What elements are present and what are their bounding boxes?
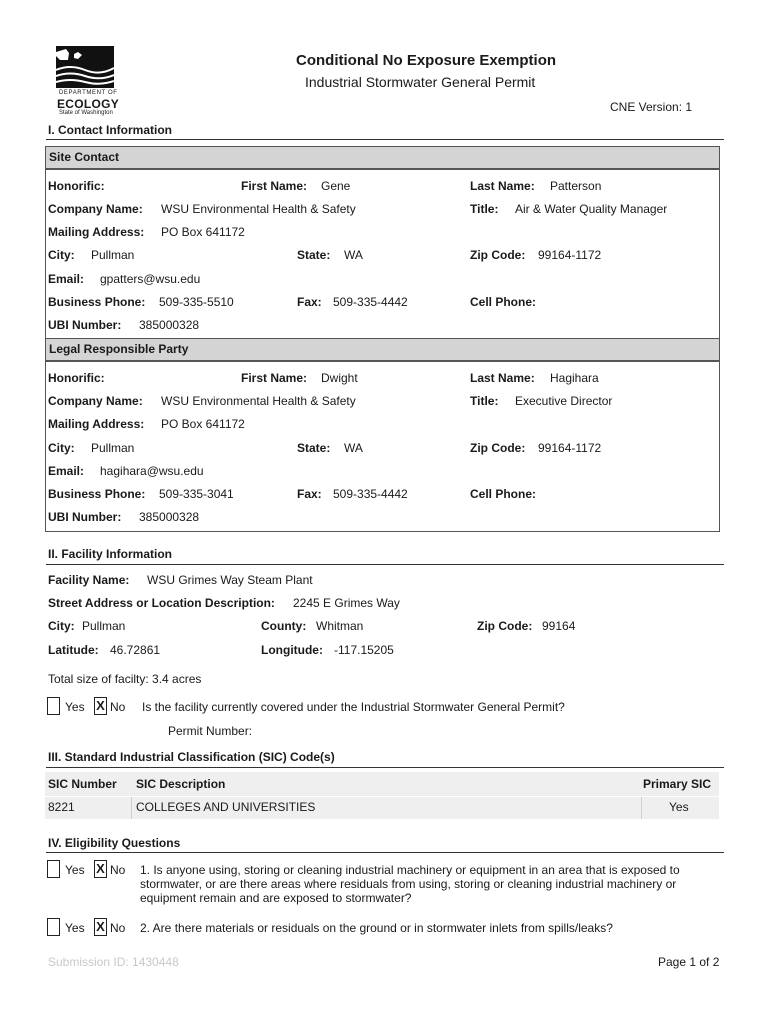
q1-no-checkbox[interactable]: X	[94, 860, 107, 878]
covered-yes-checkbox[interactable]	[47, 697, 60, 715]
page-subtitle: Industrial Stormwater General Permit	[305, 74, 536, 90]
section-eligibility-heading: IV. Eligibility Questions	[48, 836, 181, 850]
site-contact-box	[45, 168, 720, 340]
legal-first-name-label: First Name:	[241, 371, 308, 385]
submission-id: Submission ID: 1430448	[48, 955, 179, 969]
covered-no-label: No	[110, 700, 126, 714]
site-city: Pullman	[91, 248, 135, 262]
site-phone: 509-335-5510	[159, 295, 234, 309]
site-first-name: Gene	[321, 179, 351, 193]
site-email-label: Email:	[48, 272, 85, 286]
legal-mailing: PO Box 641172	[161, 417, 245, 431]
site-zip-label: Zip Code:	[470, 248, 526, 262]
site-city-label: City:	[48, 248, 75, 262]
site-cell-label: Cell Phone:	[470, 295, 537, 309]
legal-state-label: State:	[297, 441, 331, 455]
logo-name-text: ECOLOGY	[57, 97, 120, 111]
legal-fax: 509-335-4442	[333, 487, 408, 501]
permit-number-label: Permit Number:	[168, 724, 253, 738]
legal-state: WA	[344, 441, 363, 455]
sic-col-desc: SIC Description	[136, 777, 226, 791]
latitude-label: Latitude:	[48, 643, 99, 657]
street-address-label: Street Address or Location Description:	[48, 596, 275, 610]
legal-party-box	[45, 360, 720, 532]
sic-col-number: SIC Number	[48, 777, 117, 791]
legal-title: Executive Director	[515, 394, 613, 408]
sic-cell-divider	[131, 797, 132, 819]
washington-state-map-icon	[56, 46, 114, 88]
site-title-label: Title:	[470, 202, 499, 216]
page-title: Conditional No Exposure Exemption	[296, 52, 557, 69]
q1-text-line3: equipment remain and are exposed to stormwater?	[140, 891, 412, 905]
q1-text-line2: stormwater, or are there areas where residuals from using, storing or cleaning industrial machinery or	[140, 877, 677, 891]
q1-yes-checkbox[interactable]	[47, 860, 60, 878]
site-mailing: PO Box 641172	[161, 225, 245, 239]
legal-party-bar	[45, 338, 720, 362]
facility-city-label: City:	[48, 619, 75, 633]
site-last-name-label: Last Name:	[470, 179, 535, 193]
legal-ubi-label: UBI Number:	[48, 510, 122, 524]
q2-text-line1: 2. Are there materials or residuals on the ground or in stormwater inlets from spills/leaks?	[140, 921, 613, 935]
site-company-label: Company Name:	[48, 202, 143, 216]
legal-zip-label: Zip Code:	[470, 441, 526, 455]
cne-version: CNE Version: 1	[610, 100, 693, 114]
section-facility-heading: II. Facility Information	[48, 547, 173, 561]
site-title: Air & Water Quality Manager	[515, 202, 668, 216]
street-address: 2245 E Grimes Way	[293, 596, 400, 610]
facility-city: Pullman	[82, 619, 126, 633]
q2-no-checkbox[interactable]: X	[94, 918, 107, 936]
legal-honorific-label: Honorific:	[48, 371, 105, 385]
site-ubi: 385000328	[139, 318, 200, 332]
site-fax-label: Fax:	[297, 295, 322, 309]
facility-county-label: County:	[261, 619, 307, 633]
legal-title-label: Title:	[470, 394, 499, 408]
legal-zip: 99164-1172	[538, 441, 602, 455]
legal-email: hagihara@wsu.edu	[100, 464, 204, 478]
legal-city: Pullman	[91, 441, 135, 455]
legal-city-label: City:	[48, 441, 75, 455]
q1-no-label: No	[110, 863, 126, 877]
q1-yes-label: Yes	[65, 863, 85, 877]
site-fax: 509-335-4442	[333, 295, 408, 309]
logo-state-text: State of Washington	[59, 110, 113, 116]
covered-yes-label: Yes	[65, 700, 85, 714]
legal-cell-label: Cell Phone:	[470, 487, 537, 501]
section-contact-heading: I. Contact Information	[48, 123, 172, 137]
site-phone-label: Business Phone:	[48, 295, 146, 309]
facility-zip: 99164	[542, 619, 576, 633]
site-first-name-label: First Name:	[241, 179, 308, 193]
legal-last-name-label: Last Name:	[470, 371, 535, 385]
facility-zip-label: Zip Code:	[477, 619, 533, 633]
legal-email-label: Email:	[48, 464, 85, 478]
q2-no-label: No	[110, 921, 126, 935]
site-state-label: State:	[297, 248, 331, 262]
longitude-label: Longitude:	[261, 643, 323, 657]
latitude: 46.72861	[110, 643, 161, 657]
sic-row-primary: Yes	[669, 800, 689, 814]
site-zip: 99164-1172	[538, 248, 602, 262]
site-contact-bar-label: Site Contact	[49, 150, 120, 164]
page-number: Page 1 of 2	[658, 955, 720, 969]
site-state: WA	[344, 248, 363, 262]
facility-size: Total size of facilty: 3.4 acres	[48, 672, 202, 686]
facility-county: Whitman	[316, 619, 364, 633]
facility-name: WSU Grimes Way Steam Plant	[147, 573, 313, 587]
sic-row-desc: COLLEGES AND UNIVERSITIES	[136, 800, 316, 814]
legal-mailing-label: Mailing Address:	[48, 417, 145, 431]
legal-phone: 509-335-3041	[159, 487, 234, 501]
site-email: gpatters@wsu.edu	[100, 272, 201, 286]
section-divider	[46, 139, 724, 140]
q2-yes-checkbox[interactable]	[47, 918, 60, 936]
q2-yes-label: Yes	[65, 921, 85, 935]
facility-name-label: Facility Name:	[48, 573, 130, 587]
sic-cell-divider	[641, 797, 642, 819]
site-company: WSU Environmental Health & Safety	[161, 202, 356, 216]
site-last-name: Patterson	[550, 179, 602, 193]
q1-text-line1: 1. Is anyone using, storing or cleaning industrial machinery or equipment in an area that is exposed to	[140, 863, 680, 877]
section-divider	[46, 564, 724, 565]
legal-fax-label: Fax:	[297, 487, 322, 501]
section-sic-heading: III. Standard Industrial Classification (SIC) Code(s)	[48, 750, 335, 764]
covered-no-checkbox[interactable]: X	[94, 697, 107, 715]
legal-ubi: 385000328	[139, 510, 200, 524]
longitude: -117.15205	[334, 643, 394, 657]
section-divider	[46, 767, 724, 768]
site-mailing-label: Mailing Address:	[48, 225, 145, 239]
covered-question: Is the facility currently covered under the Industrial Stormwater General Permit?	[142, 700, 565, 714]
sic-row-number: 8221	[48, 800, 75, 814]
site-ubi-label: UBI Number:	[48, 318, 122, 332]
legal-phone-label: Business Phone:	[48, 487, 146, 501]
legal-first-name: Dwight	[321, 371, 358, 385]
legal-party-bar-label: Legal Responsible Party	[49, 342, 189, 356]
site-honorific-label: Honorific:	[48, 179, 105, 193]
site-contact-bar	[45, 146, 720, 170]
legal-company: WSU Environmental Health & Safety	[161, 394, 356, 408]
logo-dept-text: DEPARTMENT OF	[59, 90, 118, 96]
legal-last-name: Hagihara	[550, 371, 599, 385]
sic-col-primary: Primary SIC	[643, 777, 712, 791]
legal-company-label: Company Name:	[48, 394, 143, 408]
section-divider	[46, 852, 724, 853]
